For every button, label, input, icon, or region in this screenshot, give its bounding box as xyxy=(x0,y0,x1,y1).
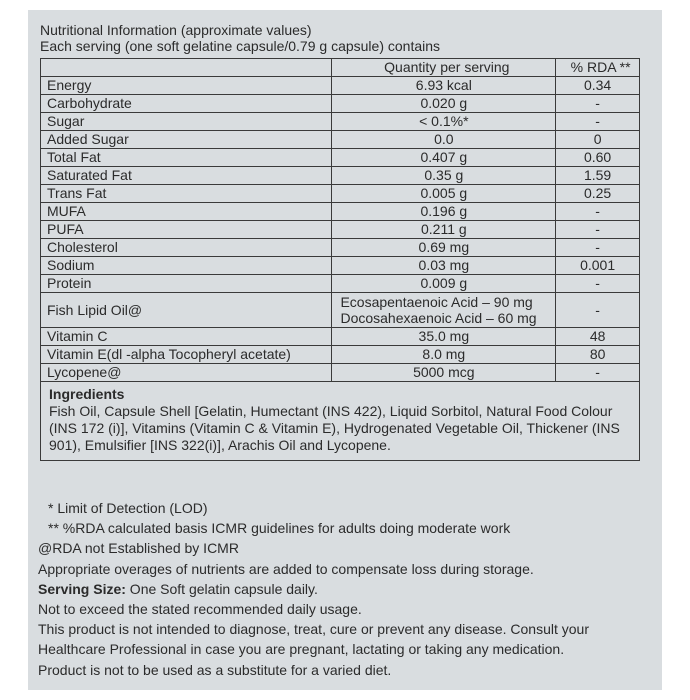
nutrient-quantity: 0.196 g xyxy=(332,203,556,221)
table-row xyxy=(41,167,640,185)
ingredients-row xyxy=(41,382,640,461)
header-title: Nutritional Information (approximate values) xyxy=(40,22,312,38)
epa-quantity: Ecosapentaenoic Acid – 90 mg xyxy=(340,294,533,310)
nutrient-rda: 0.25 xyxy=(556,185,640,203)
nutrient-quantity: 5000 mcg xyxy=(332,364,556,382)
nutrient-rda: - xyxy=(556,221,640,239)
note-serving-size xyxy=(38,579,658,599)
nutrient-name: Trans Fat xyxy=(41,185,332,203)
nutrient-name: Fish Lipid Oil@ xyxy=(41,293,332,328)
nutrient-name: Energy xyxy=(41,77,332,95)
dha-quantity: Docosahexaenoic Acid – 60 mg xyxy=(340,310,537,326)
col-header-nutrient xyxy=(41,59,332,77)
nutrient-rda: 0.001 xyxy=(556,257,640,275)
table-row xyxy=(41,221,640,239)
note-substitute: Product is not to be used as a substitute for a varied diet. xyxy=(38,661,392,678)
nutrient-rda: 80 xyxy=(556,346,640,364)
nutrient-rda: - xyxy=(556,203,640,221)
note-overages: Appropriate overages of nutrients are added to compensate loss during storage. xyxy=(38,560,534,577)
serving-size-text: One Soft gelatin capsule daily. xyxy=(125,580,318,597)
nutrient-quantity xyxy=(332,293,556,328)
nutrient-name: Carbohydrate xyxy=(41,95,332,113)
nutrient-rda: - xyxy=(556,239,640,257)
nutrient-rda: - xyxy=(556,275,640,293)
col-header-quantity: Quantity per serving xyxy=(332,59,556,77)
nutrient-quantity: 35.0 mg xyxy=(332,328,556,346)
footnotes xyxy=(38,498,658,680)
nutrient-quantity: < 0.1%* xyxy=(332,113,556,131)
nutrient-rda: - xyxy=(556,95,640,113)
table-row xyxy=(41,113,640,131)
nutrient-quantity: 0.03 mg xyxy=(332,257,556,275)
col-header-rda: % RDA ** xyxy=(556,59,640,77)
table-header-row xyxy=(41,59,640,77)
table-row xyxy=(41,257,640,275)
table-row xyxy=(41,149,640,167)
note-rda-basis: ** %RDA calculated basis ICMR guidelines for adults doing moderate work xyxy=(48,520,511,537)
nutrient-quantity: 0.407 g xyxy=(332,149,556,167)
table-row xyxy=(41,203,640,221)
nutrient-quantity: 0.020 g xyxy=(332,95,556,113)
nutrient-quantity: 0.009 g xyxy=(332,275,556,293)
nutrient-rda: 1.59 xyxy=(556,167,640,185)
table-row xyxy=(41,364,640,382)
label-panel xyxy=(28,10,662,690)
nutrient-name: Sugar xyxy=(41,113,332,131)
nutrient-quantity: 0.69 mg xyxy=(332,239,556,257)
note-lod: * Limit of Detection (LOD) xyxy=(48,500,208,516)
nutrient-name: PUFA xyxy=(41,221,332,239)
ingredients-title: Ingredients xyxy=(49,386,125,402)
nutrient-rda: 48 xyxy=(556,328,640,346)
table-row xyxy=(41,275,640,293)
note-disclaimer-2: Healthcare Professional in case you are pregnant, lactating or taking any medication. xyxy=(38,641,565,658)
label-header xyxy=(40,22,440,54)
nutrient-name: MUFA xyxy=(41,203,332,221)
nutrient-rda: 0 xyxy=(556,131,640,149)
table-row xyxy=(41,95,640,113)
nutrient-name: Added Sugar xyxy=(41,131,332,149)
nutrient-rda: - xyxy=(556,364,640,382)
note-daily-limit: Not to exceed the stated recommended daily usage. xyxy=(38,601,362,618)
nutrient-rda: - xyxy=(556,293,640,328)
nutrient-name: Total Fat xyxy=(41,149,332,167)
table-row xyxy=(41,328,640,346)
table-row xyxy=(41,346,640,364)
nutrient-quantity: 0.211 g xyxy=(332,221,556,239)
ingredients-text: Fish Oil, Capsule Shell [Gelatin, Humectant (INS 422), Liquid Sorbitol, Natural Food Colour (INS 172 (i)], Vitamins (Vitamin C & Vitamin E), Hydrogenated Vegetable Oil, Thickener (INS 901), Emulsifier [INS 322(i)], Arachis Oil and Lycopene. xyxy=(49,403,620,453)
ingredients-cell xyxy=(41,382,640,461)
nutrient-quantity: 0.35 g xyxy=(332,167,556,185)
table-row xyxy=(41,239,640,257)
nutrient-name: Vitamin E(dl -alpha Tocopheryl acetate) xyxy=(41,346,332,364)
nutrient-name: Saturated Fat xyxy=(41,167,332,185)
header-subtitle: Each serving (one soft gelatine capsule/0.79 g capsule) contains xyxy=(40,38,441,54)
serving-size-label: Serving Size: xyxy=(38,580,126,597)
nutrient-quantity: 8.0 mg xyxy=(332,346,556,364)
nutrient-rda: 0.34 xyxy=(556,77,640,95)
nutrient-name: Sodium xyxy=(41,257,332,275)
nutrient-name: Protein xyxy=(41,275,332,293)
nutrient-quantity: 0.0 xyxy=(332,131,556,149)
nutrient-name: Vitamin C xyxy=(41,328,332,346)
note-rda-not-established: @RDA not Established by ICMR xyxy=(38,540,239,557)
nutrient-rda: 0.60 xyxy=(556,149,640,167)
table-row-fish-lipid-oil xyxy=(41,293,640,328)
table-row xyxy=(41,185,640,203)
note-disclaimer-1: This product is not intended to diagnose, treat, cure or prevent any disease. Consult your xyxy=(38,621,589,638)
table-row xyxy=(41,131,640,149)
nutrient-name: Lycopene@ xyxy=(41,364,332,382)
nutrient-quantity: 6.93 kcal xyxy=(332,77,556,95)
nutrient-name: Cholesterol xyxy=(41,239,332,257)
nutrient-rda: - xyxy=(556,113,640,131)
nutrition-table xyxy=(40,58,640,461)
table-row xyxy=(41,77,640,95)
nutrient-quantity: 0.005 g xyxy=(332,185,556,203)
